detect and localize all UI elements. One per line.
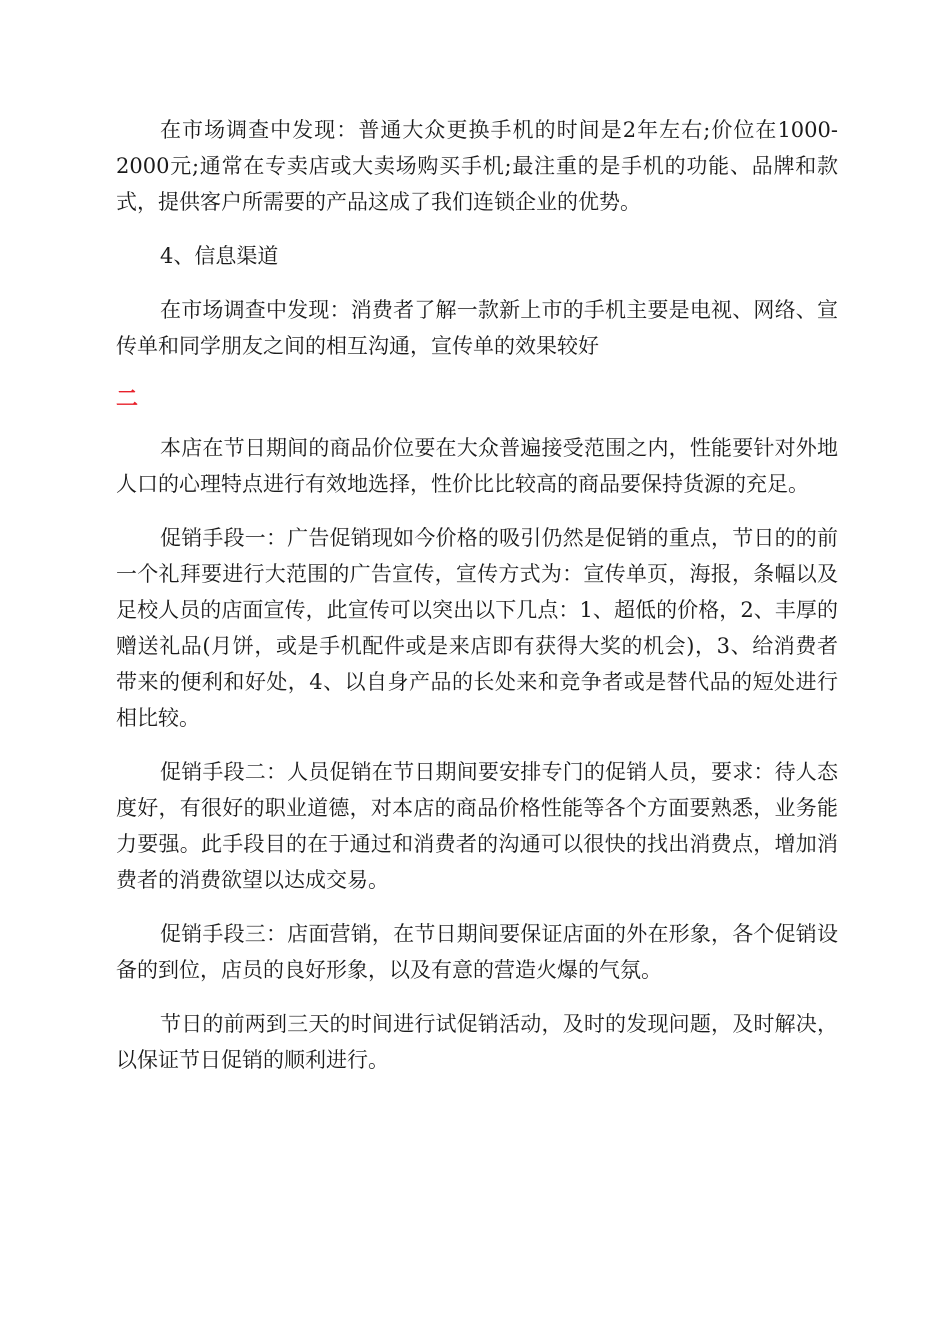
paragraph-promotion-three: 促销手段三：店面营销，在节日期间要保证店面的外在形象，各个促销设备的到位，店员的良好形象，以及有意的营造火爆的气氛。 (116, 922, 838, 982)
paragraph-pricing-strategy: 本店在节日期间的商品价位要在大众普遍接受范围之内，性能要针对外地人口的心理特点进行有效地选择，性价比比较高的商品要保持货源的充足。 (116, 436, 838, 496)
paragraph-market-survey-replacement: 在市场调查中发现：普通大众更换手机的时间是2年左右;价位在1000-2000元;通常在专卖店或大卖场购买手机;最注重的是手机的功能、品牌和款式，提供客户所需要的产品这成了我们连锁企业的优势。 (116, 118, 838, 214)
section-heading-two: 二 (116, 387, 139, 412)
document-body (116, 112, 838, 1096)
paragraph-market-survey-channels: 在市场调查中发现：消费者了解一款新上市的手机主要是电视、网络、宣传单和同学朋友之间的相互沟通，宣传单的效果较好 (116, 298, 838, 358)
paragraph-trial-promotion: 节日的前两到三天的时间进行试促销活动，及时的发现问题，及时解决，以保证节日促销的顺利进行。 (116, 1012, 838, 1072)
section-title-info-channels: 4、信息渠道 (160, 244, 279, 268)
paragraph-promotion-one: 促销手段一：广告促销现如今价格的吸引仍然是促销的重点，节日的的前一个礼拜要进行大范围的广告宣传，宣传方式为：宣传单页，海报，条幅以及足校人员的店面宣传，此宣传可以突出以下几点：1、超低的价格，2、丰厚的赠送礼品(月饼，或是手机配件或是来店即有获得大奖的机会)，3、给消费者带来的便利和好处，4、以自身产品的长处来和竞争者或是替代品的短处进行相比较。 (116, 526, 838, 730)
paragraph-promotion-two: 促销手段二：人员促销在节日期间要安排专门的促销人员，要求：待人态度好，有很好的职业道德，对本店的商品价格性能等各个方面要熟悉，业务能力要强。此手段目的在于通过和消费者的沟通可以很快的找出消费点，增加消费者的消费欲望以达成交易。 (116, 760, 838, 892)
